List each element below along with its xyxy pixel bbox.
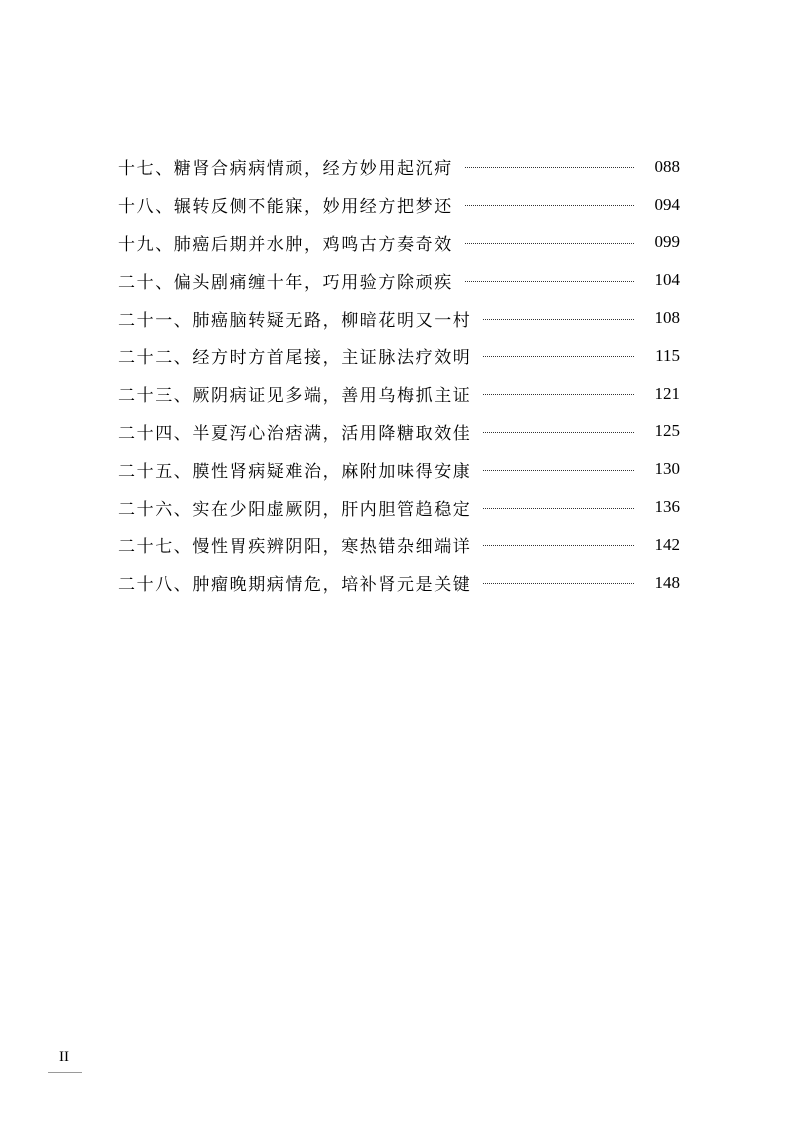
- toc-entry-title: 二十八、肿瘤晚期病情危，培补肾元是关键: [118, 575, 472, 596]
- toc-entry-page: 094: [654, 194, 680, 214]
- toc-entry-title: 二十七、慢性胃疾辨阴阳，寒热错杂细端详: [118, 537, 472, 558]
- toc-entry[interactable]: [118, 186, 680, 224]
- toc-entry-page: 148: [654, 572, 680, 592]
- toc-entry[interactable]: [118, 148, 680, 186]
- toc-entry[interactable]: [118, 375, 680, 413]
- toc-entry-title: 十七、糖肾合病病情顽，经方妙用起沉疴: [118, 159, 453, 180]
- toc-entry[interactable]: [118, 488, 680, 526]
- dot-leader: [483, 545, 634, 546]
- toc-entry-page: 115: [655, 345, 680, 365]
- dot-leader: [465, 243, 634, 244]
- toc-entry-title: 二十三、厥阴病证见多端，善用乌梅抓主证: [118, 386, 472, 407]
- toc-entry[interactable]: [118, 261, 680, 299]
- table-of-contents: [118, 148, 680, 602]
- dot-leader: [483, 319, 634, 320]
- toc-entry[interactable]: [118, 450, 680, 488]
- toc-entry[interactable]: [118, 337, 680, 375]
- toc-entry-page: 142: [654, 534, 680, 554]
- dot-leader: [483, 470, 634, 471]
- dot-leader: [483, 508, 634, 509]
- toc-entry[interactable]: [118, 564, 680, 602]
- toc-entry-page: 104: [654, 270, 680, 290]
- dot-leader: [465, 167, 634, 168]
- toc-entry-title: 十八、辗转反侧不能寐，妙用经方把梦还: [118, 197, 453, 218]
- toc-entry[interactable]: [118, 224, 680, 262]
- dot-leader: [483, 394, 634, 395]
- toc-entry-page: 108: [654, 308, 680, 328]
- toc-entry-title: 十九、肺癌后期并水肿，鸡鸣古方奏奇效: [118, 234, 453, 255]
- toc-entry-page: 088: [654, 156, 680, 176]
- dot-leader: [483, 356, 634, 357]
- toc-entry[interactable]: [118, 413, 680, 451]
- toc-entry-page: 130: [654, 459, 680, 479]
- toc-entry-page: 099: [654, 232, 680, 252]
- toc-entry[interactable]: [118, 526, 680, 564]
- toc-entry-title: 二十六、实在少阳虚厥阴，肝内胆管趋稳定: [118, 499, 472, 520]
- page-number: II: [59, 1049, 69, 1065]
- toc-entry[interactable]: [118, 299, 680, 337]
- dot-leader: [465, 205, 634, 206]
- toc-entry-page: 125: [654, 421, 680, 441]
- dot-leader: [483, 583, 634, 584]
- toc-entry-title: 二十四、半夏泻心治痞满，活用降糖取效佳: [118, 423, 472, 444]
- dot-leader: [465, 281, 634, 282]
- toc-entry-title: 二十五、膜性肾病疑难治，麻附加味得安康: [118, 461, 472, 482]
- toc-entry-title: 二十、偏头剧痛缠十年，巧用验方除顽疾: [118, 272, 453, 293]
- toc-entry-title: 二十一、肺癌脑转疑无路，柳暗花明又一村: [118, 310, 472, 331]
- toc-entry-page: 121: [654, 383, 680, 403]
- page-number-rule: [48, 1072, 82, 1073]
- toc-entry-page: 136: [654, 497, 680, 517]
- dot-leader: [483, 432, 634, 433]
- toc-entry-title: 二十二、经方时方首尾接，主证脉法疗效明: [118, 348, 472, 369]
